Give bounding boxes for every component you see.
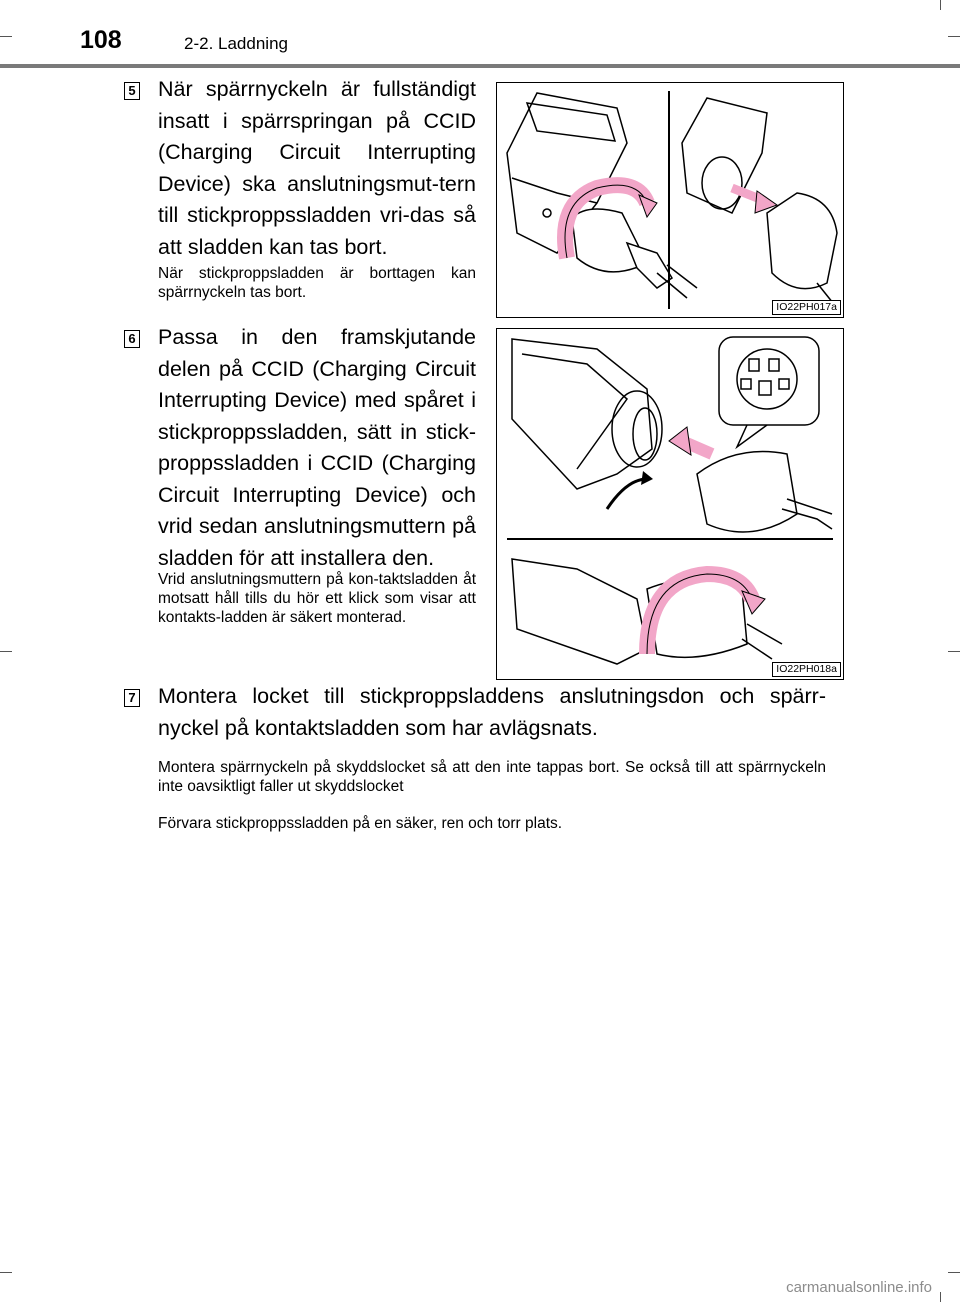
header-rule (0, 64, 960, 68)
watermark: carmanualsonline.info (786, 1279, 932, 1296)
crop-mark (948, 1272, 960, 1273)
crop-mark (0, 36, 12, 37)
figure-code: IO22PH018a (772, 662, 841, 677)
step-7-text: Montera locket till stickproppsladdens anslutningsdon och spärr-nyckel på kontaktsladden som har avlägsnats. (158, 684, 826, 740)
crop-mark (940, 0, 941, 10)
step-5-text: När spärrnyckeln är fullständigt insatt i spärrspringan på CCID (Charging Circuit Interrupting Device) ska anslutningsmut-tern till stickproppssladden vri-das så att sladden kan tas bort. (158, 77, 476, 259)
plug-install-illustration (497, 329, 843, 679)
plug-removal-illustration (497, 83, 843, 317)
step-number-5: 5 (124, 82, 140, 100)
crop-mark (0, 1272, 12, 1273)
step-5-note: När stickproppsladden är borttagen kan spärrnyckeln tas bort. (158, 265, 476, 301)
figure-code: IO22PH017a (772, 300, 841, 315)
section-title: 2-2. Laddning (184, 34, 288, 53)
step-number-7: 7 (124, 689, 140, 707)
step-6-note: Vrid anslutningsmuttern på kon-taktsladden åt motsatt håll tills du hör ett klick som visar att kontakts-ladden är säkert monterad. (158, 571, 476, 626)
crop-mark (948, 651, 960, 652)
step-6-text: Passa in den framskjutande delen på CCID (Charging Circuit Interrupting Device) med spåret i stickproppssladden, sätt in stick-proppssladden i CCID (Charging Circuit Interrupting Device) och vrid sedan anslutningsmuttern på sladden för att installera den. (158, 325, 476, 570)
page-number: 108 (80, 26, 122, 54)
step-7-note-2: Förvara stickproppssladden på en säker, ren och torr plats. (158, 815, 563, 832)
step-number-6: 6 (124, 330, 140, 348)
crop-mark (940, 1292, 941, 1302)
figure-install-plug (496, 328, 844, 680)
step-7-note: Montera spärrnyckeln på skyddslocket så att den inte tappas bort. Se också till att spärrnyckeln inte oavsiktligt faller ut skyddslocket (158, 759, 826, 795)
crop-mark (0, 651, 12, 652)
crop-mark (948, 36, 960, 37)
figure-remove-plug (496, 82, 844, 318)
